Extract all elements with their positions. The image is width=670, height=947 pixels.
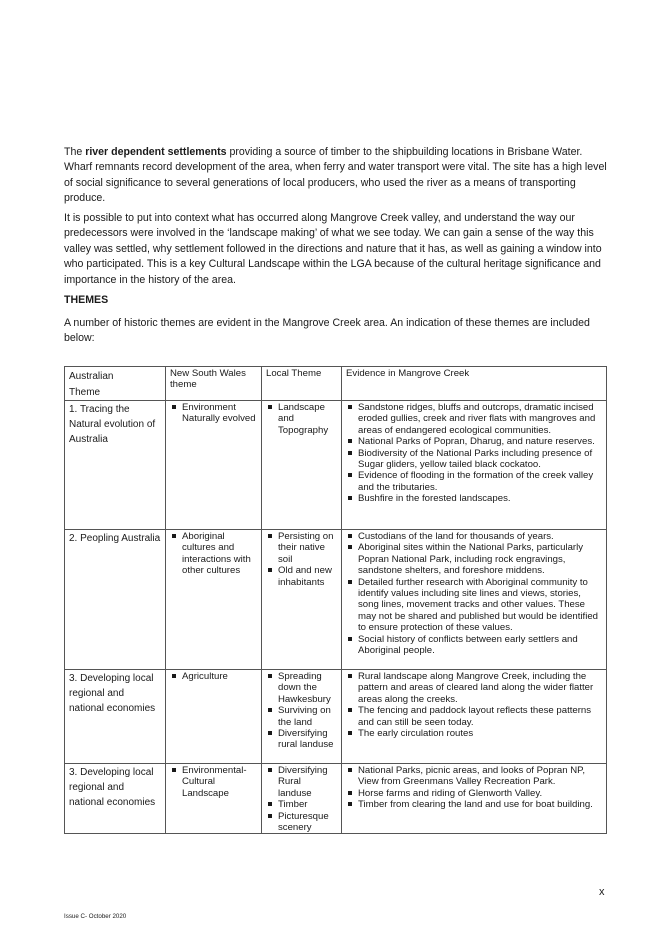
- theme-cell: 3. Developing local regional and national economies: [65, 670, 166, 764]
- list-item: Spreading down the Hawkesbury: [266, 671, 337, 705]
- intro-paragraph: The river dependent settlements providing a source of timber to the shipbuilding locations in Brisbane Water. Wharf remnants record development of the area, when ferry and water transport were vital. The site has a high level of social significance to several generations of local producers, who used the river as a means of transporting produce.: [64, 146, 607, 205]
- list-item: Environment Naturally evolved: [170, 402, 257, 425]
- local-cell: [262, 401, 342, 530]
- list-item: Environmental-Cultural Landscape: [170, 765, 257, 799]
- list-item: Bushfire in the forested landscapes.: [346, 493, 602, 504]
- list-item: Custodians of the land for thousands of years.: [346, 531, 602, 542]
- list-item: The early circulation routes: [346, 728, 602, 739]
- themes-intro-paragraph: A number of historic themes are evident in the Mangrove Creek area. An indication of these themes are included below:: [64, 317, 590, 345]
- header-australian-theme: Australian Theme: [65, 367, 166, 401]
- list-item: Rural landscape along Mangrove Creek, including the pattern and areas of cleared land along the wider flatter areas along the creeks.: [346, 671, 602, 705]
- list-item: National Parks of Popran, Dharug, and nature reserves.: [346, 436, 602, 447]
- list-item: Agriculture: [170, 671, 257, 682]
- list-item: Sandstone ridges, bluffs and outcrops, dramatic incised eroded gullies, creek and river flats with mangroves and areas of endangered ecological communities.: [346, 402, 602, 436]
- theme-cell: 3. Developing local regional and national economies: [65, 764, 166, 834]
- table-row: [65, 764, 607, 834]
- list-item: Aboriginal cultures and interactions with other cultures: [170, 531, 257, 577]
- themes-heading: THEMES: [64, 294, 109, 306]
- themes-table: [64, 366, 607, 834]
- list-item: Timber from clearing the land and use for boat building.: [346, 799, 602, 810]
- list-item: Detailed further research with Aboriginal community to identify values including site lines and views, stories, song lines, movement tracks and other values. These may not be shared and published but would be identified to ensure protection of these values.: [346, 577, 602, 634]
- theme-cell: 1. Tracing the Natural evolution of Australia: [65, 401, 166, 530]
- list-item: Old and new inhabitants: [266, 565, 337, 588]
- list-item: Landscape and Topography: [266, 402, 337, 436]
- nsw-cell: [166, 764, 262, 834]
- list-item: Persisting on their native soil: [266, 531, 337, 565]
- list-item: Diversifying rural landuse: [266, 728, 337, 751]
- nsw-cell: [166, 530, 262, 670]
- list-item: Surviving on the land: [266, 705, 337, 728]
- bold-phrase: river dependent settlements: [85, 146, 227, 158]
- nsw-cell: [166, 670, 262, 764]
- evidence-cell: [342, 764, 607, 834]
- list-item: The fencing and paddock layout reflects these patterns and can still be seen today.: [346, 705, 602, 728]
- local-cell: [262, 764, 342, 834]
- evidence-cell: [342, 670, 607, 764]
- nsw-cell: [166, 401, 262, 530]
- local-cell: [262, 670, 342, 764]
- header-local-theme: Local Theme: [262, 367, 342, 401]
- header-evidence: Evidence in Mangrove Creek: [342, 367, 607, 401]
- context-paragraph: It is possible to put into context what has occurred along Mangrove Creek valley, and understand the way our predecessors were involved in the ‘landscape making’ of what we see today. We can gain a sense of the way this valley was settled, why settlement followed in the directions and nature that it has, as well as gaining a window into who participated. This is a key Cultural Landscape within the LGA because of the cultural heritage significance and importance in the history of the area.: [64, 212, 602, 286]
- evidence-cell: [342, 401, 607, 530]
- theme-cell: 2. Peopling Australia: [65, 530, 166, 670]
- list-item: Horse farms and riding of Glenworth Valley.: [346, 788, 602, 799]
- footer-issue: Issue C- October 2020: [64, 913, 127, 920]
- list-item: Biodiversity of the National Parks including presence of Sugar gliders, yellow tailed black cockatoo.: [346, 448, 602, 471]
- table-row: [65, 401, 607, 530]
- list-item: National Parks, picnic areas, and looks of Popran NP, View from Greenmans Valley Recreation Park.: [346, 765, 602, 788]
- page-number: x: [599, 886, 605, 898]
- local-cell: [262, 530, 342, 670]
- list-item: Diversifying Rural landuse: [266, 765, 337, 799]
- list-item: Timber: [266, 799, 337, 810]
- list-item: Picturesque scenery: [266, 811, 337, 834]
- evidence-cell: [342, 530, 607, 670]
- header-nsw-theme: New South Wales theme: [166, 367, 262, 401]
- table-row: [65, 670, 607, 764]
- list-item: Social history of conflicts between early settlers and Aboriginal people.: [346, 634, 602, 657]
- list-item: Aboriginal sites within the National Parks, particularly Popran National Park, including rock engravings, sandstone shelters, and foreshore middens.: [346, 542, 602, 576]
- list-item: Evidence of flooding in the formation of the creek valley and the tributaries.: [346, 470, 602, 493]
- table-header-row: [65, 367, 607, 401]
- table-row: [65, 530, 607, 670]
